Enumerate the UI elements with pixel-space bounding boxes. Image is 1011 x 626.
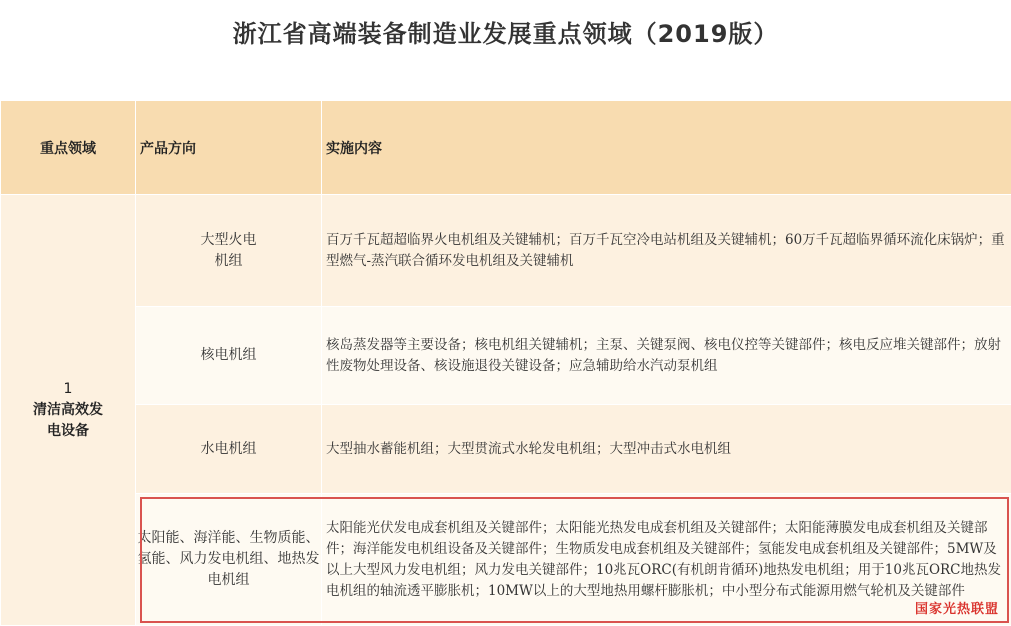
table-row: [1, 405, 1011, 494]
table-row: [1, 494, 1011, 626]
direction-cell: 核电机组: [136, 307, 322, 405]
content-cell: 太阳能光伏发电成套机组及关键部件；太阳能光热发电成套机组及关键部件；太阳能薄膜发电成套机组及关键部件；海洋能发电机组设备及关键部件；生物质发电成套机组及关键部件；氢能发电成套机组及关键部件；5MW及以上大型风力发电机组；风力发电关键部件；10兆瓦ORC(有机朗肯循环)地热发电机组；用于10兆瓦ORC地热发电机组的轴流透平膨胀机；10MW以上的大型地热用螺杆膨胀机；中小型分布式能源用燃气轮机及关键部件: [322, 494, 1011, 626]
domain-cell: [1, 195, 136, 626]
header-content: 实施内容: [322, 101, 1011, 195]
domain-name: 清洁高效发电设备: [30, 400, 106, 442]
direction-text: 大型火电机组: [199, 230, 259, 272]
table-header-row: [1, 101, 1011, 195]
direction-cell: 太阳能、海洋能、生物质能、氢能、风力发电机组、地热发电机组: [136, 494, 322, 626]
direction-cell: [136, 195, 322, 307]
table-row: [1, 195, 1011, 307]
direction-cell: 水电机组: [136, 405, 322, 494]
table-row: [1, 307, 1011, 405]
watermark-logo: 国家光热联盟: [915, 598, 999, 617]
content-cell: 核岛蒸发器等主要设备；核电机组关键辅机；主泵、关键泵阀、核电仪控等关键部件；核电反应堆关键部件；放射性废物处理设备、核设施退役关键设备；应急辅助给水汽动泵机组: [322, 307, 1011, 405]
header-domain: 重点领域: [1, 101, 136, 195]
domain-number: 1: [1, 379, 135, 400]
content-cell: 百万千瓦超超临界火电机组及关键辅机；百万千瓦空冷电站机组及关键辅机；60万千瓦超临界循环流化床锅炉；重型燃气-蒸汽联合循环发电机组及关键辅机: [322, 195, 1011, 307]
page-title: 浙江省高端装备制造业发展重点领域（2019版）: [0, 14, 1011, 49]
header-direction: 产品方向: [136, 101, 322, 195]
content-cell: 大型抽水蓄能机组；大型贯流式水轮发电机组；大型冲击式水电机组: [322, 405, 1011, 494]
key-fields-table: [0, 100, 1011, 626]
